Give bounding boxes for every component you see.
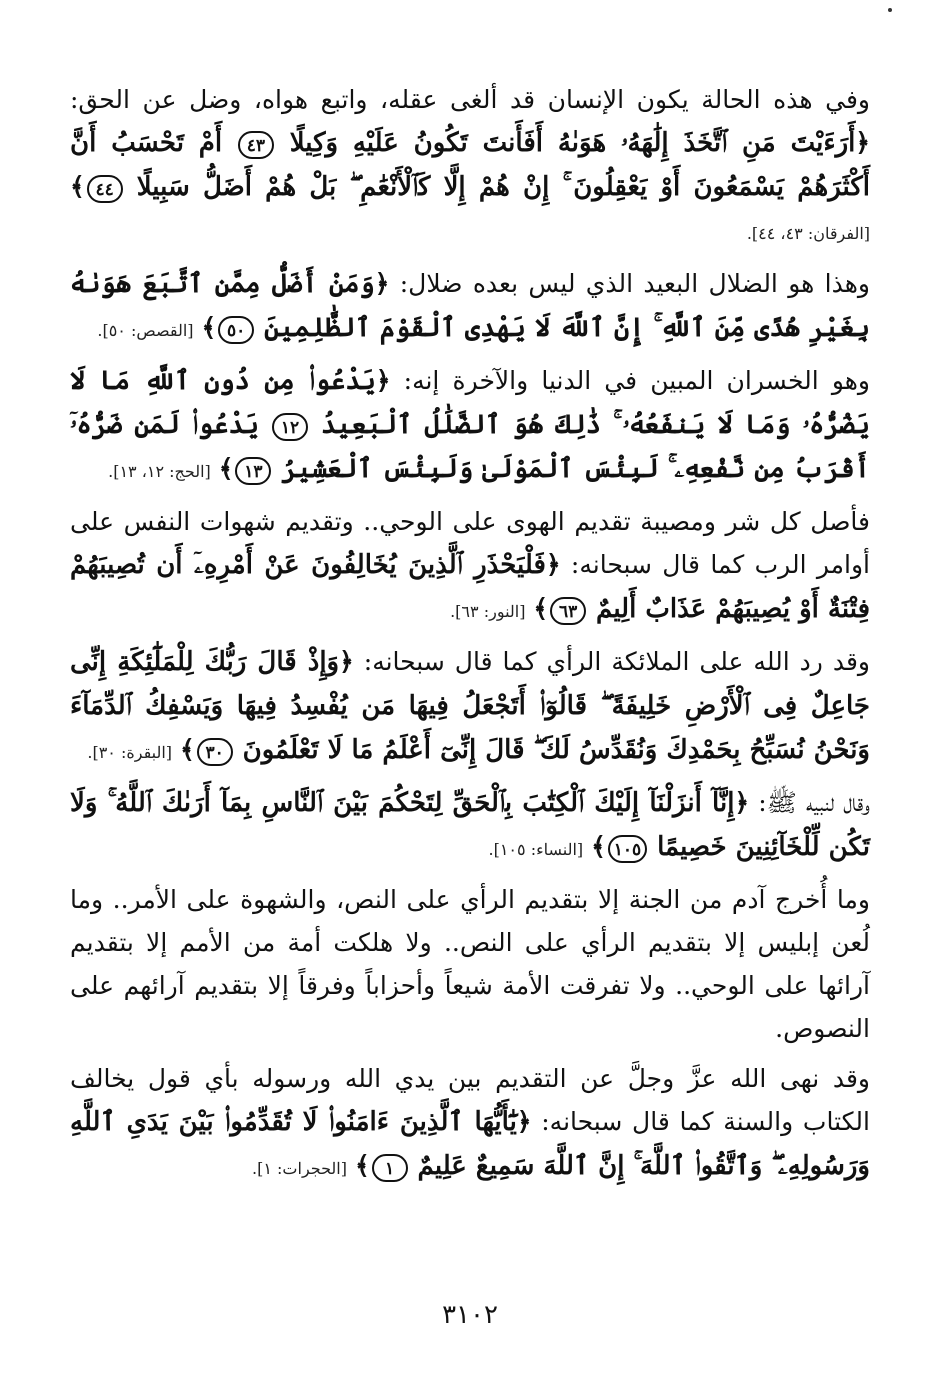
aya-number: ٦٣ — [550, 597, 586, 625]
paragraph-7 — [70, 877, 870, 1050]
paragraph-6 — [70, 780, 870, 871]
paragraph-5 — [70, 639, 870, 774]
paragraph-text: وقال لنبيه ﷺ: — [749, 788, 870, 817]
aya-number: ٣٠ — [197, 738, 233, 766]
paragraph-3 — [70, 358, 870, 493]
quran-verse: أَمْ تَحْسَبُ أَنَّ أَكْثَرَهُمْ يَسْمَعُونَ أَوْ يَعْقِلُونَ ۚ إِنْ هُمْ إِلَّا كَٱلْأَنْعَٰمِ ۖ بَلْ هُمْ أَضَلُّ سَبِيلًا — [70, 128, 870, 202]
aya-number: ٤٤ — [87, 175, 123, 203]
aya-number: ٤٣ — [238, 131, 274, 159]
verse-close-bracket: ﴾ — [180, 735, 195, 764]
quran-verse: يَٰٓأَيُّهَا ٱلَّذِينَ ءَامَنُوا۟ لَا تُقَدِّمُوا۟ بَيْنَ يَدَىِ ٱللَّهِ وَرَسُولِهِۦ ۖ وَٱتَّقُوا۟ ٱللَّهَ ۚ إِنَّ ٱللَّهَ سَمِيعٌ عَلِيمٌ — [70, 1107, 870, 1181]
paragraph-text: وقد رد الله على الملائكة الرأي كما قال سبحانه: — [353, 647, 871, 676]
quran-verse: يَدْعُوا۟ لَمَن ضَرُّهُۥٓ أَقْرَبُ مِن نَّفْعِهِۦ ۚ لَبِئْسَ ٱلْمَوْلَىٰ وَلَبِئْسَ ٱلْعَشِيرُ — [70, 410, 870, 484]
quran-verse: وَإِذْ قَالَ رَبُّكَ لِلْمَلَٰٓئِكَةِ إِنِّى جَاعِلٌ فِى ٱلْأَرْضِ خَلِيفَةً ۖ قَالُوٓا۟ أَتَجْعَلُ فِيهَا مَن يُفْسِدُ فِيهَا وَيَسْفِكُ ٱلدِّمَآءَ وَنَحْنُ نُسَبِّحُ بِحَمْدِكَ وَنُقَدِّسُ لَكَ ۖ قَالَ إِنِّىٓ أَعْلَمُ مَا لَا تَعْلَمُونَ — [70, 647, 870, 765]
paragraph-4 — [70, 499, 870, 633]
verse-close-bracket: ﴾ — [533, 594, 549, 623]
verse-close-bracket: ﴾ — [354, 1151, 370, 1180]
page-body — [70, 78, 870, 1196]
paragraph-text: وهذا هو الضلال البعيد الذي ليس بعده ضلال: — [389, 269, 870, 298]
paragraph-8 — [70, 1056, 870, 1190]
quran-verse: وَمَنْ أَضَلُّ مِمَّنِ ٱتَّبَعَ هَوَىٰهُ بِغَيْرِ هُدًى مِّنَ ٱللَّهِ ۚ إِنَّ ٱللَّهَ لَا يَهْدِى ٱلْقَوْمَ ٱلظَّٰلِمِينَ — [70, 269, 870, 343]
verse-reference: [البقرة: ٣٠]. — [87, 743, 173, 762]
verse-close-bracket: ﴾ — [218, 454, 234, 483]
paragraph-text: وفي هذه الحالة يكون الإنسان قد ألغى عقله، واتبع هواه، وضل عن الحق: — [70, 85, 870, 114]
paragraph-text: فأصل كل شر ومصيبة تقديم الهوى على الوحي.. وتقديم شهوات النفس على أوامر الرب كما قال سبحانه: — [70, 507, 870, 579]
aya-number: ٥٠ — [218, 316, 254, 344]
paragraph-text: وقد نهى الله عزَّ وجلَّ عن التقديم بين يدي الله ورسوله بأي قول يخالف الكتاب والسنة كما قال سبحانه: — [70, 1064, 870, 1136]
aya-number: ١٠٥ — [608, 835, 647, 863]
paragraph-text: وهو الخسران المبين في الدنيا والآخرة إنه: — [390, 366, 870, 395]
verse-close-bracket: ﴾ — [201, 313, 217, 342]
quran-verse: فَلْيَحْذَرِ ٱلَّذِينَ يُخَالِفُونَ عَنْ أَمْرِهِۦٓ أَن تُصِيبَهُمْ فِتْنَةٌ أَوْ يُصِيبَهُمْ عَذَابٌ أَلِيمٌ — [70, 550, 870, 624]
verse-reference: [النور: ٦٣]. — [450, 602, 526, 621]
page-number: ٣١٠٢ — [442, 1300, 498, 1330]
verse-close-bracket: ﴾ — [70, 172, 85, 201]
verse-close-bracket: ﴾ — [591, 832, 606, 861]
corner-dot — [888, 8, 892, 12]
verse-reference: [النساء: ١٠٥]. — [488, 840, 584, 859]
paragraph-2 — [70, 261, 870, 352]
verse-reference: [الحج: ١٢، ١٣]. — [108, 462, 211, 481]
aya-number: ١ — [372, 1154, 408, 1182]
verse-open-bracket: ﴿ — [734, 788, 750, 817]
verse-reference: [الحجرات: ١]. — [252, 1159, 347, 1178]
verse-open-bracket: ﴿ — [375, 366, 391, 395]
quran-verse: أَرَءَيْتَ مَنِ ٱتَّخَذَ إِلَٰهَهُۥ هَوَىٰهُ أَفَأَنتَ تَكُونُ عَلَيْهِ وَكِيلًا — [289, 128, 856, 158]
verse-reference: [القصص: ٥٠]. — [97, 321, 194, 340]
verse-open-bracket: ﴿ — [339, 647, 354, 676]
aya-number: ١٣ — [235, 457, 271, 485]
verse-open-bracket: ﴿ — [374, 269, 390, 298]
aya-number: ١٢ — [272, 413, 308, 441]
verse-reference: [الفرقان: ٤٣، ٤٤]. — [746, 224, 870, 243]
verse-open-bracket: ﴿ — [545, 550, 561, 579]
verse-open-bracket: ﴿ — [855, 128, 871, 157]
verse-open-bracket: ﴿ — [516, 1107, 532, 1136]
paragraph-1 — [70, 78, 870, 255]
quran-verse: إِنَّآ أَنزَلْنَآ إِلَيْكَ ٱلْكِتَٰبَ بِٱلْحَقِّ لِتَحْكُمَ بَيْنَ ٱلنَّاسِ بِمَآ أَرَىٰكَ ٱللَّهُ ۚ وَلَا تَكُن لِّلْخَآئِنِينَ خَصِيمًا — [70, 788, 870, 862]
quran-verse: يَدْعُوا۟ مِن دُونِ ٱللَّهِ مَا لَا يَضُرُّهُۥ وَمَا لَا يَنفَعُهُۥ ۚ ذَٰلِكَ هُوَ ٱلضَّلَٰلُ ٱلْبَعِيدُ — [70, 366, 871, 440]
paragraph-text: وما أُخرج آدم من الجنة إلا بتقديم الرأي على النص، والشهوة على الأمر.. وما لُعن إبليس إلا بتقديم الرأي على النص.. ولا هلكت أمة من الأمم إلا بتقديم آرائها على الوحي.. ولا تفرقت الأمة شيعاً وأحزاباً وفرقاً إلا بتقديم آرائهم على النصوص. — [70, 885, 870, 1043]
